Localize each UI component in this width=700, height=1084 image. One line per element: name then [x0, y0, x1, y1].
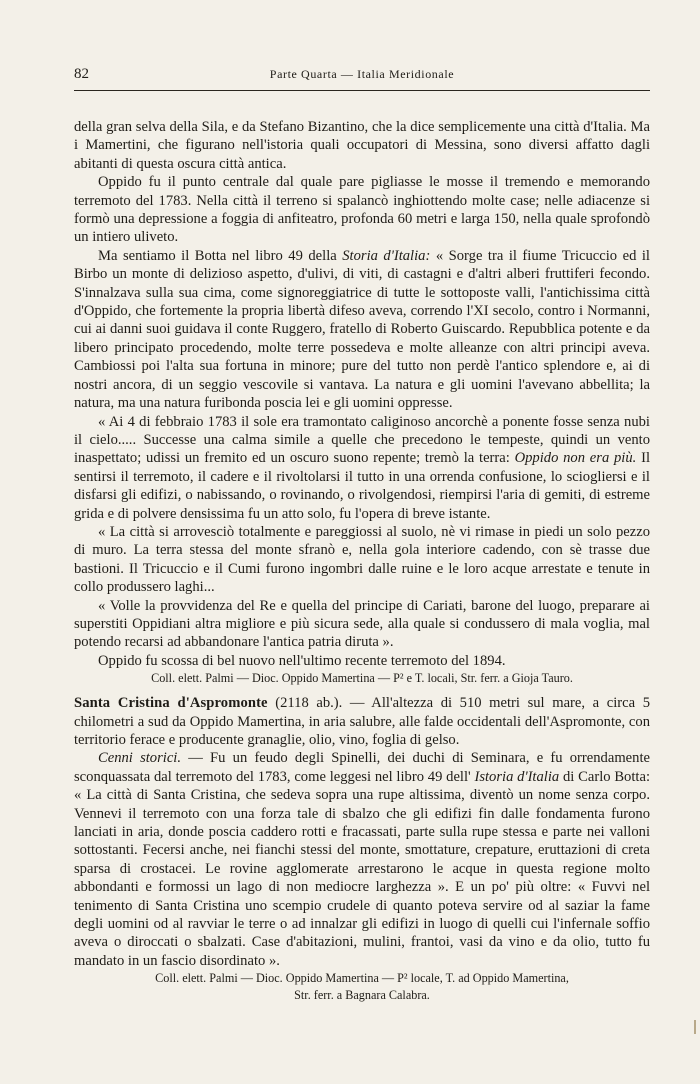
- paragraph-continuation: della gran selva della Sila, e da Stefano Bizantino, che la dice semplicemente una città d'Italia. Ma i Mamertini, che figurano nell'istoria quali occupatori di Messina, sono diversi affatto dagli abitanti di questa oscura città antica.: [74, 119, 650, 172]
- entry-heading: Santa Cristina d'Aspromonte: [74, 695, 268, 712]
- footnote-oppido: Coll. elett. Palmi — Dioc. Oppido Mamertina — P² e T. locali, Str. ferr. a Gioja Tauro.: [151, 671, 573, 686]
- book-title-istoria: Istoria d'Italia: [474, 768, 560, 785]
- paragraph-providence: « Volle la provvidenza del Re e quella del principe di Cariati, barone del luogo, preparare ai superstiti Oppidiani altra migliore e più sicura sede, alla quale si condussero di mala voglia, mal potendo recarsi ad abbandonare l'antica patria diruta ».: [74, 597, 650, 651]
- paragraph-1894: Oppido fu scossa di bel nuovo nell'ultimo recente terremoto del 1894.: [98, 652, 506, 669]
- entry-santa-cristina: Santa Cristina d'Aspromonte (2118 ab.). — All'altezza di 510 metri sul mare, a circa 5 chilometri a sud da Oppido Mamertina, in aria salubre, alle falde occidentali dell'Aspromonte, con territorio ferace e producente granaglie, olio, vino, foglia di gelso.: [74, 695, 650, 748]
- page-header: [74, 66, 650, 86]
- main-text: [74, 118, 650, 1003]
- footnote-santa-cristina-1: Coll. elett. Palmi — Dioc. Oppido Mamertina — P² locale, T. ad Oppido Mamertina,: [155, 971, 569, 986]
- margin-mark: [694, 1020, 696, 1034]
- page-number: 82: [74, 66, 89, 82]
- cenni-storici-label: Cenni storici.: [98, 750, 182, 767]
- paragraph-february-1783: « Ai 4 di febbraio 1783 il sole era tramontato caliginoso ancorchè a ponente fosse senza nubi il cielo..... Successe una calma simile a quelle che precedono le tempeste, quindi un vento inaspettato; udissi un fremito ed un oscuro suono repente; tremò la terra: Oppido non era più. Il sentirsi il terremoto, il cadere e il rivoltolarsi il tutto in una orrenda confusione, lo sciogliersi e il disfarsi gli edifizi, o nabissando, o rovinando, o rivolgendosi, riempirsi l'aria di gemiti, di estreme grida e di polvere densissima fu un atto solo, fu l'opera di breve istante.: [74, 413, 650, 522]
- paragraph-city-collapse: « La città si arrovesciò totalmente e pareggiossi al suolo, nè vi rimase in piedi un solo pezzo di muro. La terra stessa del monte sfranò e, nella gola interiore cadendo, con sè trasse due bastioni. Il Tricuccio e il Cumi furono ingombri dalle ruine e le loro acque arrestate e tenute in collo produssero laghi...: [74, 523, 650, 596]
- paragraph-botta-quote: Ma sentiamo il Botta nel libro 49 della Storia d'Italia: « Sorge tra il fiume Tricuccio ed il Birbo un monte di delizioso aspetto, d'ulivi, di viti, di castagni e d'altri alberi fruttiferi fecondo. S'innalzava sulla sua cima, come signoreggiatrice di tutte le sottoposte valli, l'antichissima città d'Oppido, che fortemente la propria libertà difeso aveva, correndo l'XI secolo, contro i Normanni, cui ai danni suoi guidava il conte Ruggero, fratello di Roberto Guiscardo. Repubblica potente e da libero principato procedendo, molte terre possedeva e molte alleanze con altri principi aveva. Cambiossi poi l'alta sua fortuna in minore; pure del tutto non perdè l'antico splendore e, ai di nostri ancora, di un seggio vescovile si vantava. La natura e gli uomini l'avevano abbellita; la natura, ma una natura furibonda poscia lei e gli uomini oppresse.: [74, 247, 650, 412]
- footnote-santa-cristina-2: Str. ferr. a Bagnara Calabra.: [294, 987, 430, 1002]
- paragraph-earthquake: Oppido fu il punto centrale dal quale pare pigliasse le mosse il tremendo e memorando terremoto del 1783. Nella città il terreno si spalancò inghiottendo molte case; nelle adiacenze si formò una depressione a foggia di anfiteatro, profonda 60 metri e larga 150, nella quale sprofondò un intiero uliveto.: [74, 174, 650, 246]
- running-title: Parte Quarta — Italia Meridionale: [269, 67, 455, 81]
- paragraph-cenni-storici: Cenni storici. — Fu un feudo degli Spinelli, dei duchi di Seminara, e fu orrendamente sconquassata dal terremoto del 1783, come leggesi nel libro 49 dell' Istoria d'Italia di Carlo Botta: « La città di Santa Cristina, che sedeva sopra una rupe altissima, diventò un nome senza corpo. Vennevi il terremoto con una forza tale di sbalzo che gli edifizi fin dalle fondamenta furono lanciati in aria, donde poscia caddero rotti e fracassati, parte sulla rupe stessa e parte nei valloni sottostanti. Fecersi anche, nei fianchi stessi del monte, smottature, crepature, eruttazioni di creta sparsa di crostacei. Le rovine agglomerate arrestarono le acque in questa regione molto abbondanti e formossi un lago di non mediocre larghezza ». E un po' più oltre: « Fuvvi nel tenimento di Santa Cristina uno scempio crudele di quanto poteva servire od al saziar la fame degli uomini od al ravviar le terre o ad innalzar gli edifizi in luogo di quelli cui l'infernale soffio aveva o diroccati o sbalzati. Case d'abitazioni, mulini, frantoi, vasi da vino e da olio, tutto fu mandato in un fascio disordinato ».: [74, 750, 650, 969]
- book-title-storia: Storia d'Italia:: [342, 247, 431, 264]
- oppido-non-era-piu: Oppido non era più.: [514, 450, 637, 467]
- header-rule: [74, 90, 650, 91]
